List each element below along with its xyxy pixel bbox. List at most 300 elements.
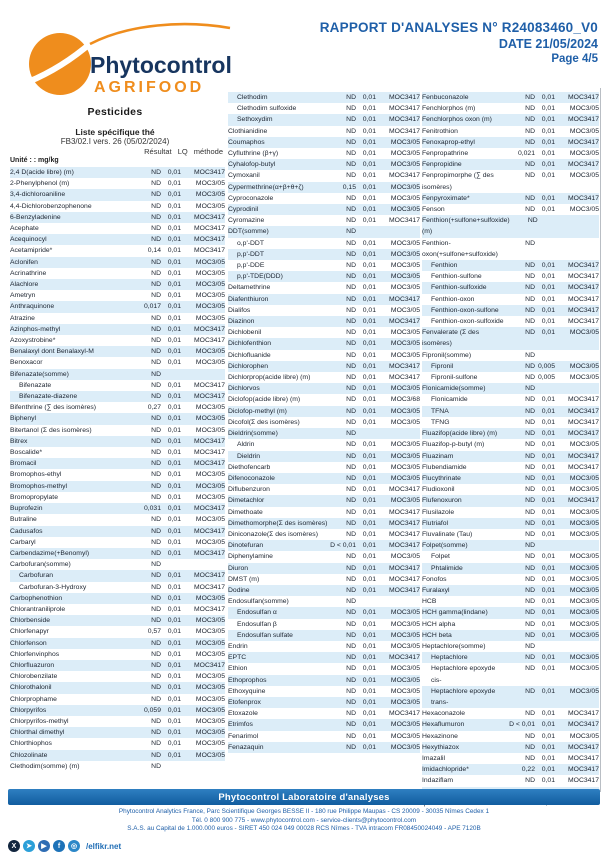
result-value: ND [346,642,356,650]
method-value: MOC3417 [389,654,420,662]
lq-value: 0,01 [541,396,555,404]
result-value: ND [151,527,161,535]
method-value: MOC3417 [568,777,599,785]
pesticide-row [422,439,599,450]
pesticide-name: Bifenazate [19,381,52,389]
pesticide-name: Ethoxyquine [228,687,266,695]
pesticide-name: Fenpropathrine [422,150,469,158]
x-icon[interactable]: X [8,840,20,852]
method-value: MOC3/05 [569,609,599,617]
pesticide-name: Chlorpyrifos [10,706,47,714]
pesticide-name: Flonicamide [431,396,468,404]
pesticide-name: Aclonifen [10,258,38,266]
lq-value: 0,01 [167,258,181,266]
lq-value: 0,01 [362,463,376,471]
lq-value: 0,01 [167,729,181,737]
lq-value: 0,01 [167,740,181,748]
pesticide-row [422,305,599,316]
lq-value: 0,01 [362,620,376,628]
pesticide-row [228,92,420,103]
pesticide-name: Chlorbenside [10,617,51,625]
method-value: MOC3417 [194,337,225,345]
result-value: ND [346,564,356,572]
pesticide-row [228,406,420,417]
lq-value: 0,01 [362,351,376,359]
pesticide-row [228,507,420,518]
result-value: ND [346,609,356,617]
result-value: 0,021 [517,150,535,158]
result-value: ND [346,486,356,494]
result-value: ND [525,575,535,583]
result-value: ND [346,654,356,662]
lq-value: 0,01 [362,474,376,482]
pesticide-row [10,593,225,604]
method-value: MOC3417 [389,486,420,494]
result-value: ND [525,452,535,460]
lq-value: 0,01 [362,284,376,292]
result-value: ND [525,598,535,606]
lq-value: 0,01 [541,609,555,617]
pesticide-row [422,731,599,742]
result-value: ND [346,698,356,706]
pesticide-row [228,708,420,719]
method-value: MOC3/05 [569,519,599,527]
pesticide-name: Fenchlorphos oxon (m) [422,116,492,124]
lq-value: 0,01 [167,381,181,389]
result-value: ND [525,94,535,101]
footer-line-2: Tél. 0 800 900 775 - www.phytocontrol.com - service-clients@phytocontrol.com [191,816,417,824]
method-value: MOC3/05 [569,150,599,158]
pesticide-name: Fenpropimorphe (∑ des isomères) [422,172,494,191]
pesticide-row [10,369,225,380]
method-value: MOC3/05 [390,463,420,471]
pesticide-row [10,380,225,391]
pesticide-row [228,742,420,753]
pesticide-name: 2,4 D(acide libre) (m) [10,169,74,176]
pesticide-name: Hexaflumuron [422,721,465,729]
method-value: MOC3417 [568,318,599,326]
result-value: ND [346,497,356,505]
method-value: MOC3417 [389,362,420,370]
method-value: MOC3417 [389,519,420,527]
result-value: ND [525,273,535,281]
pesticide-row [228,193,420,204]
pesticide-name: Chlozolinate [10,751,48,759]
lq-value: 0,01 [362,172,376,180]
pesticide-name: Endosulfan sulfate [237,631,293,639]
lq-value: 0,01 [541,519,555,527]
lq-value: 0,01 [167,281,181,289]
pesticide-row [228,316,420,327]
result-value: ND [346,687,356,695]
watermark-link[interactable]: /elfikr.net [86,841,122,851]
result-value: ND [346,553,356,561]
pesticide-row [10,413,225,424]
method-value: MOC3/05 [390,631,420,639]
result-value: ND [525,631,535,639]
method-value: MOC3417 [194,393,225,401]
method-value: MOC3417 [194,437,225,445]
pesticide-name: Imazalil [422,754,446,762]
pesticide-name: Acephate [10,225,39,233]
lq-value: 0,01 [362,340,376,348]
pesticide-row [228,260,420,271]
instagram-icon[interactable]: ◎ [68,840,80,852]
method-value: MOC3417 [568,194,599,202]
method-value: MOC3/05 [569,362,599,370]
footer-address [0,808,608,834]
pesticide-row [422,271,599,282]
pesticide-row [228,126,420,137]
lq-value: 0,01 [541,452,555,460]
result-value: ND [151,695,161,703]
lq-value: 0,01 [167,202,181,210]
pesticide-name: Chlorprophame [10,695,57,703]
result-value: ND [151,549,161,557]
lq-value: 0,01 [362,609,376,617]
lq-value: 0,01 [362,295,376,303]
pesticide-name: Fluvalinate (Tau) [422,530,473,538]
youtube-icon[interactable]: ▶ [38,840,50,852]
pesticide-row [422,641,599,652]
pesticide-name: Fenvalerate (Σ des isomères) [422,329,480,348]
lq-value: 0,01 [362,743,376,751]
method-value: MOC3/05 [390,183,420,191]
pesticide-row [10,615,225,626]
pesticide-row [422,495,599,506]
pesticide-row [10,245,225,256]
result-value: ND [525,105,535,113]
result-value: ND [525,474,535,482]
lq-value: 0,01 [362,642,376,650]
pesticide-name: Cymoxanil [228,172,260,180]
lq-value: 0,01 [362,575,376,583]
method-value: MOC3/05 [195,348,225,356]
method-value: MOC3/05 [195,717,225,725]
pesticide-row [10,671,225,682]
result-value: ND [525,116,535,124]
pesticide-row [10,447,225,458]
pesticide-row [228,148,420,159]
lq-value: 0,01 [362,138,376,146]
method-value: MOC3417 [568,430,599,438]
pesticide-row [422,596,599,607]
pesticide-row [10,559,225,570]
pesticide-row [422,282,599,293]
pesticide-row [228,350,420,361]
pesticide-name: Furalaxyl [422,586,450,594]
method-value: MOC3/05 [195,639,225,647]
method-value: MOC3/05 [569,206,599,214]
watermark-social-row [8,840,121,852]
lq-value: 0,01 [167,493,181,501]
pesticide-row [10,716,225,727]
lq-value: 0,01 [362,732,376,740]
pesticide-row [228,697,420,708]
lq-value: 0,01 [541,306,555,314]
pesticide-name: 2-Phenylphenol (m) [10,180,70,188]
lq-value: 0,01 [167,549,181,557]
pesticide-row [422,170,599,192]
pesticide-row [422,563,599,574]
method-value: MOC3417 [568,284,599,292]
pesticide-row [422,551,599,562]
pesticide-row [422,540,599,551]
result-value: ND [151,269,161,277]
pesticide-name: p,p'-DDT [237,250,264,258]
result-value: ND [525,418,535,426]
lq-value: 0,01 [541,486,555,494]
result-value: ND [525,396,535,404]
pesticide-name: Diflubenzuron [228,486,270,494]
result-value: ND [346,306,356,314]
lq-value: 0,01 [362,564,376,572]
pesticide-row [422,406,599,417]
pesticide-name: Fenpropidine [422,161,462,169]
pesticide-name: Etofenprox [228,698,261,706]
lq-value: 0,01 [167,426,181,434]
pesticide-row [422,652,599,663]
brand-name: Phytocontrol [90,52,232,78]
result-value: ND [525,620,535,628]
result-value: ND [525,754,535,762]
pesticide-name: Fipronil(somme) [422,351,472,359]
pesticide-row [422,350,599,361]
pesticide-row [10,279,225,290]
telegram-icon[interactable]: ➤ [23,840,35,852]
result-value: ND [346,743,356,751]
result-value: ND [346,452,356,460]
lq-value: 0,01 [362,262,376,270]
lq-value: 0,01 [167,695,181,703]
pesticide-name: Carbaryl [10,538,36,546]
method-value: MOC3417 [194,549,225,557]
pesticide-name: Heptachlore epoxyde cis- [431,665,496,684]
pesticide-row [228,451,420,462]
lq-value: 0,01 [362,127,376,135]
result-value: ND [525,127,535,135]
pesticide-row [228,294,420,305]
pesticide-row [10,178,225,189]
result-value: ND [151,225,161,233]
pesticide-name: Fenthion-oxon-sulfone [431,306,499,314]
pesticide-name: Fenthion-sulfoxide [431,284,487,292]
method-value: MOC3/05 [390,732,420,740]
method-value: MOC3417 [568,452,599,460]
lq-value: 0,01 [362,530,376,538]
method-value: MOC3/05 [390,206,420,214]
pesticide-row [228,114,420,125]
pesticide-row [422,764,599,775]
lq-value: 0,01 [541,262,555,270]
pesticide-name: o,p'-DDT [237,239,264,247]
pesticide-row [10,189,225,200]
pesticide-row [422,215,599,237]
pesticide-row [228,663,420,674]
pesticide-name: Carbendazime(+Benomyl) [10,549,90,557]
result-value: ND [151,449,161,457]
lq-value: 0,01 [167,359,181,367]
method-value: MOC3/05 [390,250,420,258]
method-value: MOC3/05 [195,258,225,266]
pesticide-row [422,484,599,495]
pesticide-name: Chlorthiophos [10,740,52,748]
method-value: MOC3/05 [390,407,420,415]
pesticide-name: Fludioxonil [422,486,455,494]
result-value: ND [346,598,356,606]
lq-value: 0,01 [541,631,555,639]
facebook-icon[interactable]: f [53,840,65,852]
pesticide-row [10,526,225,537]
result-value: ND [525,665,535,673]
pesticide-name: Ethoprophos [228,676,267,684]
method-value: MOC3/05 [569,598,599,606]
result-value: ND [346,631,356,639]
pesticide-name: Heptachlore epoxyde trans- [431,687,496,706]
lq-value: 0,01 [167,605,181,613]
pesticide-name: Flonicamide(somme) [422,385,486,393]
result-value: ND [346,430,356,438]
method-value: MOC3/05 [390,676,420,684]
pesticide-name: Bromophos-ethyl [10,471,62,479]
result-value: 0,017 [143,303,161,311]
pesticide-name: Cadusafos [10,527,43,535]
result-value: ND [346,519,356,527]
lq-value: 0,01 [167,247,181,255]
method-value: MOC3/05 [390,418,420,426]
pesticide-name: Carbofuran(somme) [10,561,71,569]
result-value: ND [151,202,161,210]
pesticide-name: Bitertanol (Σ des isomères) [10,426,92,434]
result-value: ND [346,676,356,684]
lq-value: 0,01 [167,751,181,759]
pesticide-row [422,204,599,215]
result-value: ND [525,161,535,169]
lq-value: 0,01 [167,594,181,602]
method-value: MOC3417 [568,262,599,270]
pesticide-row [10,301,225,312]
pesticide-row [10,514,225,525]
pesticide-row [228,585,420,596]
footer-line-3: S.A.S. au Capital de 1.000.000 euros - SIRET 450 024 049 00028 RCS Nîmes - TVA intracom FR08450024049 - APE 7120B [127,825,481,832]
result-value: ND [151,180,161,188]
pesticide-row [10,357,225,368]
result-value: ND [346,194,356,202]
pesticide-name: Bromacil [10,460,37,468]
result-value: ND [346,710,356,718]
pesticide-name: Chlorfluazuron [10,661,55,669]
method-value: MOC3/05 [569,620,599,628]
result-value: ND [151,650,161,658]
pesticide-row [228,462,420,473]
pesticide-name: Fenthion-oxon(+sulfone+sulfoxide) [422,239,498,258]
pesticide-name: Cyhalofop-butyl [228,161,276,169]
pesticide-row [422,619,599,630]
method-value: MOC3417 [194,583,225,591]
result-value: ND [151,213,161,221]
lq-value: 0,01 [167,650,181,658]
lq-value: 0,01 [541,295,555,303]
pesticide-name: Chlorobenzilate [10,673,58,681]
result-value: ND [346,721,356,729]
method-value: MOC3/05 [390,474,420,482]
lq-value: 0,01 [541,418,555,426]
pesticide-name: Fenchlorphos (m) [422,105,476,113]
lq-value: 0,01 [541,743,555,751]
method-value: MOC3/05 [390,351,420,359]
pesticide-name: Clethodim(somme) (m) [10,762,80,770]
method-value: MOC3/05 [569,329,599,337]
pesticide-name: Fenthion-sulfone [431,273,482,281]
pesticide-name: Fluazifop(acide libre) (m) [422,430,498,438]
lq-value: 0,01 [167,415,181,423]
result-value: ND [151,617,161,625]
method-value: MOC3/05 [569,575,599,583]
section-title: Pesticides [87,106,143,118]
method-value: MOC3/05 [195,180,225,188]
pesticide-row [10,604,225,615]
pesticide-name: Endosulfan(somme) [228,598,289,606]
pesticide-row [422,372,599,383]
result-value: ND [346,172,356,180]
result-value: ND [346,530,356,538]
pesticide-name: Dicofol(Σ des isomères) [228,418,300,426]
pesticide-name: Diclofop(acide libre) (m) [228,396,301,404]
pesticide-row [228,495,420,506]
result-value: ND [525,777,535,785]
result-value: ND [346,127,356,135]
pesticide-name: Fenbuconazole [422,94,469,101]
method-value: MOC3/05 [195,303,225,311]
result-value: ND [525,586,535,594]
lq-value: 0,01 [541,430,555,438]
method-value: MOC3417 [568,306,599,314]
pesticide-row [422,630,599,641]
result-value: ND [151,426,161,434]
pesticide-row [228,473,420,484]
pesticide-name: Indaziflam [422,777,453,785]
pesticide-row [422,507,599,518]
method-value: MOC3/05 [195,314,225,322]
pesticide-row [10,548,225,559]
method-value: MOC3417 [389,564,420,572]
lq-value: 0,01 [167,538,181,546]
method-value: MOC3/05 [569,564,599,572]
lq-value: 0,01 [541,273,555,281]
method-value: MOC3/05 [195,292,225,300]
result-value: D < 0,01 [509,721,535,729]
method-value: MOC3/05 [569,127,599,135]
pesticide-row [10,458,225,469]
result-value: ND [151,437,161,445]
method-value: MOC3417 [389,217,420,225]
method-value: MOC3/05 [569,105,599,113]
result-value: ND [525,239,535,247]
pesticide-row [228,518,420,529]
result-value: ND [525,194,535,202]
method-value: MOC3/05 [195,740,225,748]
pesticide-row [422,394,599,405]
pesticide-name: Dieldrin [237,452,261,460]
pesticide-name: Benalaxyl dont Benalaxyl-M [10,348,94,356]
pesticide-name: 6-Benzyladenine [10,213,61,221]
method-value: MOC3417 [194,213,225,221]
lq-value: 0,01 [362,273,376,281]
method-value: MOC3/05 [390,150,420,158]
result-value: ND [151,292,161,300]
lq-value: 0,01 [167,292,181,300]
method-value: MOC3/05 [390,642,420,650]
